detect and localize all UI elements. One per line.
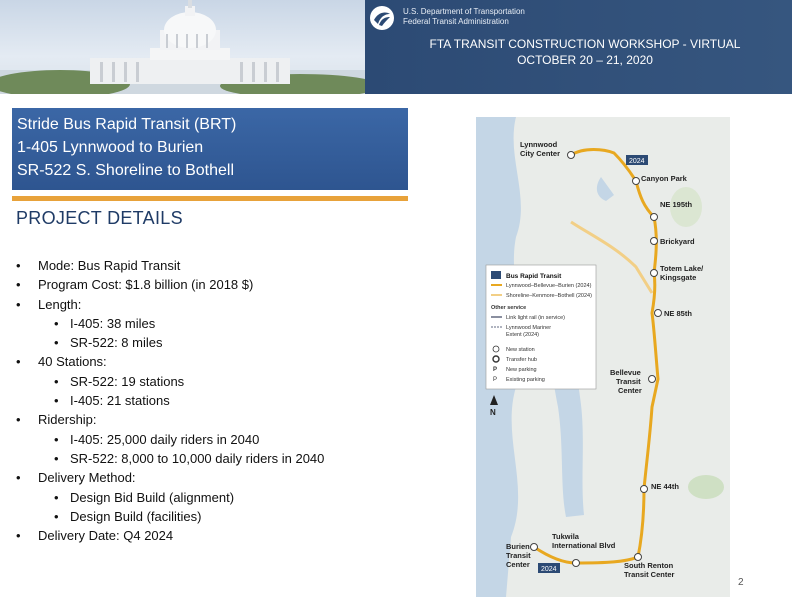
parking-icon: P xyxy=(493,367,498,373)
agency-name xyxy=(403,7,525,27)
title-divider xyxy=(12,196,408,201)
bullet-icon: • xyxy=(54,450,59,466)
legend-other-2: Lynnwood Mariner xyxy=(506,325,552,331)
park-area xyxy=(688,475,724,499)
detail-text: Ridership: xyxy=(38,412,97,428)
map-label-totem-1: Totem Lake/ xyxy=(660,264,704,273)
detail-subitem xyxy=(16,488,456,507)
map-label-canyon-park: Canyon Park xyxy=(641,174,687,183)
map-label-tukwila-1: Tukwila xyxy=(552,532,579,541)
dot-logo-icon xyxy=(370,6,394,30)
detail-subitem xyxy=(16,314,456,333)
station-burien xyxy=(531,544,538,551)
detail-text: SR-522: 19 stations xyxy=(70,373,185,389)
map-label-bellevue-2: Transit xyxy=(616,377,641,386)
map-label-ne44: NE 44th xyxy=(651,482,679,491)
map-label-ne195: NE 195th xyxy=(660,200,693,209)
station-tukwila xyxy=(573,560,580,567)
bullet-icon: • xyxy=(54,335,59,351)
map-label-burien-3: Center xyxy=(506,560,530,569)
legend-line-2: Shoreline–Kenmore–Bothell (2024) xyxy=(506,293,592,299)
bullet-icon: • xyxy=(54,315,59,331)
detail-text: Design Bid Build (alignment) xyxy=(70,489,235,505)
map-label-lynnwood-1: Lynnwood xyxy=(520,140,558,149)
detail-text: Design Build (facilities) xyxy=(70,508,202,524)
station-canyon-park xyxy=(633,178,640,185)
workshop-title xyxy=(380,36,790,68)
title-line-3: SR-522 S. Shoreline to Bothell xyxy=(17,162,235,179)
bullet-icon: • xyxy=(16,412,21,428)
detail-item xyxy=(16,526,456,545)
badge-north-text: 2024 xyxy=(629,158,645,165)
legend-sym-3: New parking xyxy=(506,367,537,373)
detail-text: SR-522: 8 miles xyxy=(70,335,163,351)
station-ne195 xyxy=(651,214,658,221)
detail-text: I-405: 25,000 daily riders in 2040 xyxy=(70,431,260,447)
page-number: 2 xyxy=(738,577,744,588)
detail-text: SR-522: 8,000 to 10,000 daily riders in 2040 xyxy=(70,450,325,466)
workshop-line-2: OCTOBER 20 – 21, 2020 xyxy=(517,53,653,67)
bullet-icon: • xyxy=(54,393,59,409)
route-map-svg xyxy=(476,117,730,597)
capitol-building-icon xyxy=(0,0,365,94)
station-brickyard xyxy=(651,238,658,245)
bullet-icon: • xyxy=(54,489,59,505)
detail-text: Length: xyxy=(38,296,82,312)
slide-title-box xyxy=(12,108,408,193)
legend-sym-4: Existing parking xyxy=(506,377,545,383)
detail-subitem xyxy=(16,372,456,391)
detail-text: Mode: Bus Rapid Transit xyxy=(38,258,181,273)
detail-subitem xyxy=(16,507,456,526)
detail-text: 40 Stations: xyxy=(38,354,107,370)
station-bellevue xyxy=(649,376,656,383)
map-label-renton-2: Transit Center xyxy=(624,570,675,579)
detail-subitem xyxy=(16,333,456,352)
detail-text: Delivery Method: xyxy=(38,470,136,486)
legend-line-1: Lynnwood–Bellevue–Burien (2024) xyxy=(506,283,592,289)
map-label-brickyard: Brickyard xyxy=(660,237,695,246)
workshop-line-1: FTA TRANSIT CONSTRUCTION WORKSHOP - VIRTUAL xyxy=(429,37,741,51)
legend-other-3: Extent (2024) xyxy=(506,332,540,338)
detail-text: I-405: 21 stations xyxy=(70,393,170,409)
parking-icon: P xyxy=(493,377,498,383)
station-ne85 xyxy=(655,310,662,317)
bullet-icon: • xyxy=(54,508,59,524)
detail-item xyxy=(16,275,456,294)
bullet-icon: • xyxy=(16,354,21,370)
agency-line-2: Federal Transit Administration xyxy=(403,17,509,26)
bullet-icon: • xyxy=(54,373,59,389)
title-line-1: Stride Bus Rapid Transit (BRT) xyxy=(17,116,237,133)
bus-icon xyxy=(491,271,501,279)
detail-text: Program Cost: $1.8 billion (in 2018 $) xyxy=(38,277,254,293)
station-lynnwood xyxy=(568,152,575,159)
detail-item xyxy=(16,256,456,275)
detail-subitem xyxy=(16,430,456,449)
badge-south-text: 2024 xyxy=(541,566,557,573)
map-label-lynnwood-2: City Center xyxy=(520,149,561,158)
map-label-tukwila-2: International Blvd xyxy=(552,541,616,550)
map-label-burien-1: Burien xyxy=(506,542,530,551)
bullet-icon: • xyxy=(16,258,21,273)
station-ne44 xyxy=(641,486,648,493)
detail-text: Delivery Date: Q4 2024 xyxy=(38,528,174,544)
detail-item xyxy=(16,295,456,314)
station-totem-lake xyxy=(651,270,658,277)
project-details-list xyxy=(16,256,456,545)
map-label-totem-2: Kingsgate xyxy=(660,273,697,282)
small-lake-water xyxy=(597,177,614,201)
detail-item xyxy=(16,352,456,371)
legend-sym-2: Transfer hub xyxy=(506,357,537,363)
legend-other-1: Link light rail (in service) xyxy=(506,315,565,321)
detail-item xyxy=(16,410,456,429)
agency-line-1: U.S. Department of Transportation xyxy=(403,7,525,16)
north-label: N xyxy=(490,408,496,417)
detail-subitem xyxy=(16,391,456,410)
header-banner xyxy=(0,0,792,94)
detail-text: I-405: 38 miles xyxy=(70,315,156,331)
map-label-renton-1: South Renton xyxy=(624,561,674,570)
map-label-ne85: NE 85th xyxy=(664,309,692,318)
bullet-icon: • xyxy=(16,277,21,293)
capitol-image xyxy=(0,0,365,94)
legend-other-title: Other service xyxy=(491,305,527,311)
legend-title: Bus Rapid Transit xyxy=(506,273,562,280)
bullet-icon: • xyxy=(16,296,21,312)
detail-subitem xyxy=(16,449,456,468)
legend-sym-1: New station xyxy=(506,347,535,353)
detail-item xyxy=(16,468,456,487)
title-line-2: 1-405 Lynnwood to Burien xyxy=(17,139,204,156)
bullet-icon: • xyxy=(54,431,59,447)
map-label-burien-2: Transit xyxy=(506,551,531,560)
section-heading: PROJECT DETAILS xyxy=(16,208,183,228)
bullet-icon: • xyxy=(16,528,21,544)
station-south-renton xyxy=(635,554,642,561)
map-label-bellevue-3: Center xyxy=(618,386,642,395)
bullet-icon: • xyxy=(16,470,21,486)
map-legend xyxy=(486,265,596,389)
map-label-bellevue-1: Bellevue xyxy=(610,368,641,377)
route-map xyxy=(476,117,730,597)
